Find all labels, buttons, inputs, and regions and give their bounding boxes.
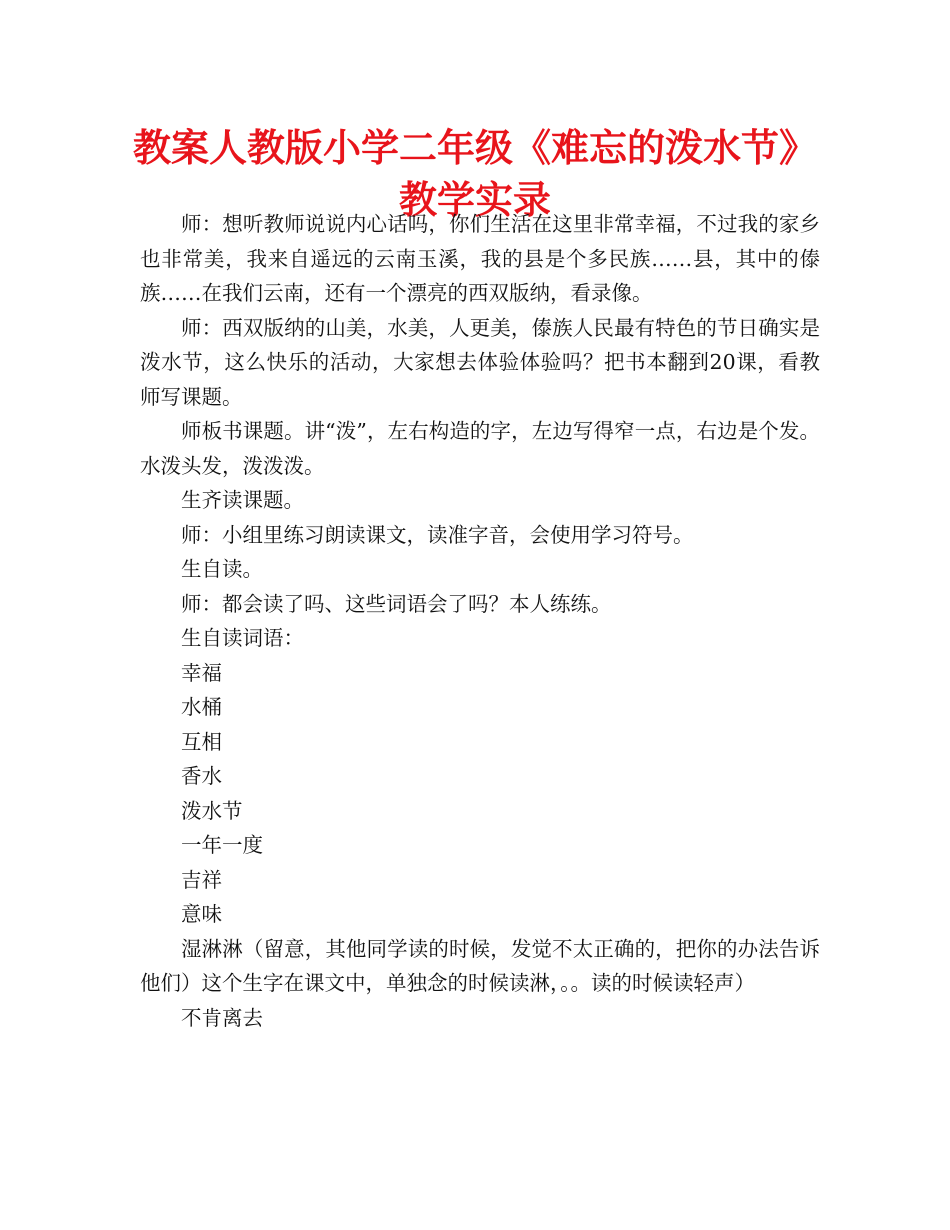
last-line: 不肯离去 (181, 1005, 263, 1030)
title-line-1: 教案人教版小学二年级《难忘的泼水节》 (132, 126, 817, 170)
word-item: 幸福 (181, 660, 222, 685)
word-item: 吉祥 (181, 867, 222, 892)
word-item: 泼水节 (181, 798, 243, 823)
paragraph-1: 师：想听教师说说内心话吗，你们生活在这里非常幸福，不过我的家乡也非常美，我来自遥远的云南玉溪，我的县是个多民族……县，其中的傣族……在我们云南，还有一个漂亮的西双版纳，看录像。 (140, 212, 820, 305)
paragraph-4: 生齐读课题。 (181, 488, 304, 512)
paragraph-7: 师：都会读了吗、这些词语会了吗？本人练练。 (181, 591, 612, 616)
paragraph-3: 师板书课题。讲“泼”，左右构造的字，左边写得窄一点，右边是个发。水泼头发，泼泼泼。 (140, 419, 820, 478)
title-line-2: 教学实录 (398, 178, 551, 222)
word-item: 一年一度 (181, 833, 263, 857)
paragraph-5: 师：小组里练习朗读课文，读准字音，会使用学习符号。 (181, 522, 694, 547)
paragraph-6: 生自读。 (181, 557, 263, 581)
word-item: 水桶 (181, 695, 222, 719)
word-item: 意味 (181, 902, 222, 926)
paragraph-2: 师：西双版纳的山美，水美，人更美，傣族人民最有特色的节日确实是泼水节，这么快乐的活动，大家想去体验体验吗？把书本翻到20课，看教师写课题。 (140, 315, 820, 409)
word-item: 互相 (181, 729, 222, 754)
note-paragraph: 湿淋淋（留意，其他同学读的时候，发觉不太正确的，把你的办法告诉他们）这个生字在课文中，单独念的时候读淋，。。读的时候读轻声） (140, 936, 820, 995)
paragraph-8: 生自读词语： (181, 626, 304, 650)
document-body (140, 207, 820, 1035)
word-item: 香水 (181, 764, 222, 788)
